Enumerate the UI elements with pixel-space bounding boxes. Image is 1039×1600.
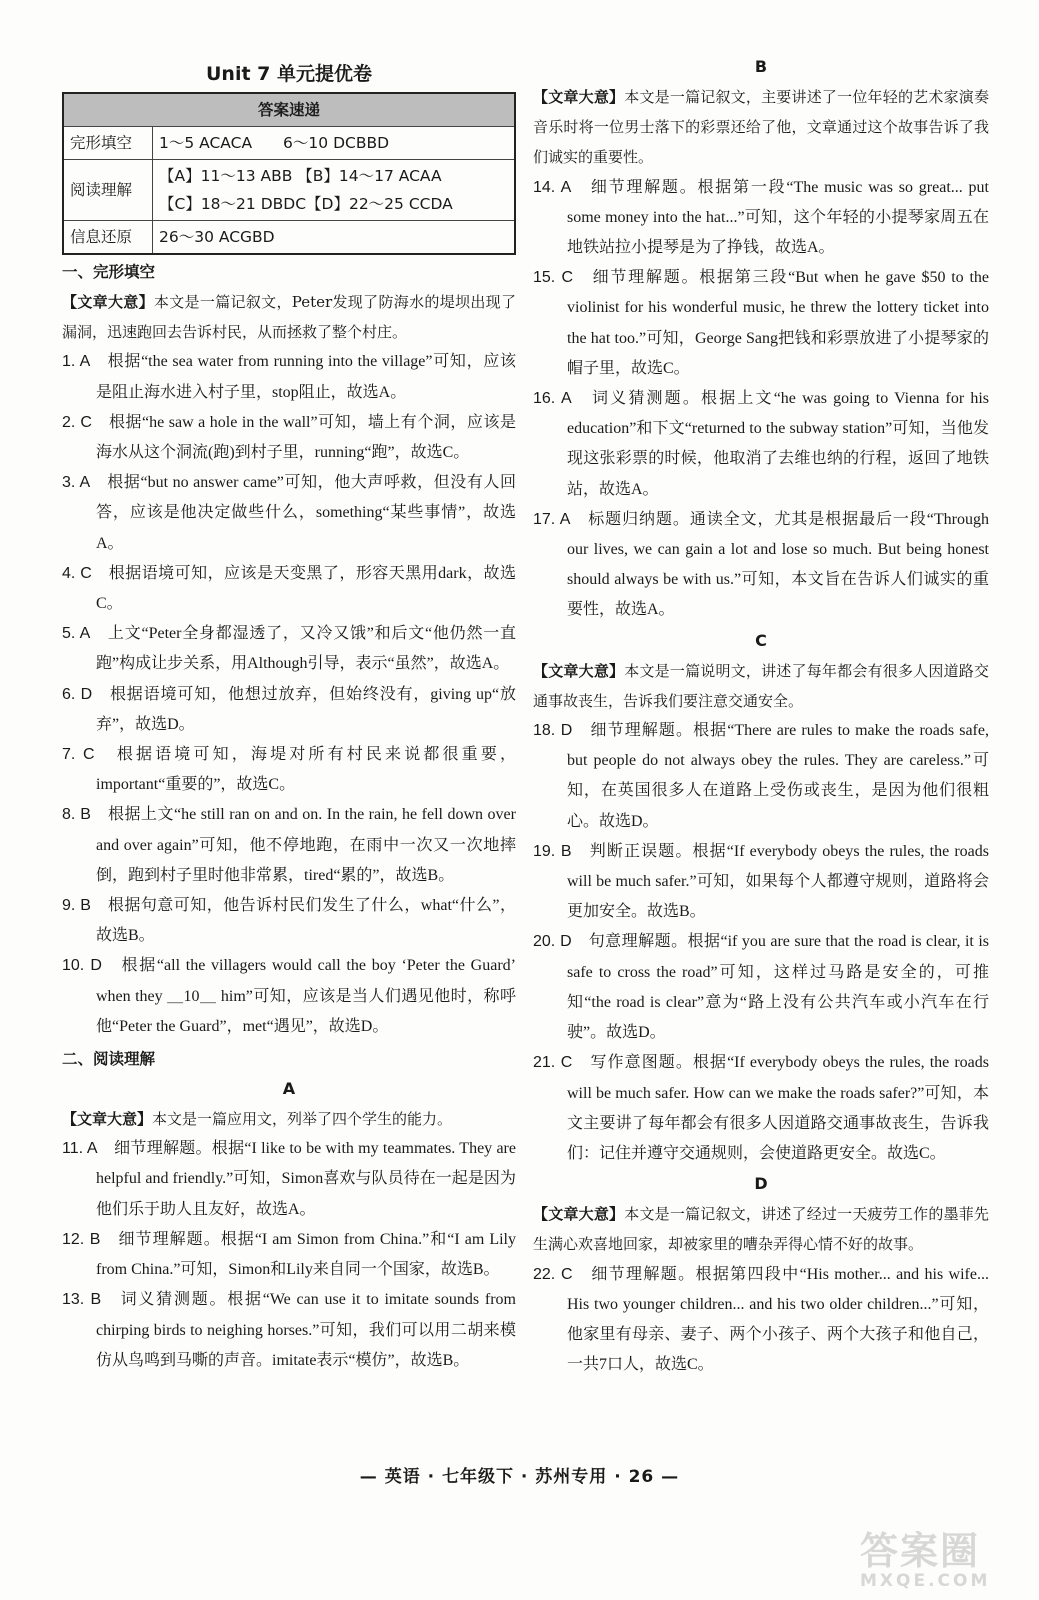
answer-row-value	[153, 160, 516, 221]
watermark-sub: MXQE.COM	[860, 1571, 991, 1591]
list-item	[533, 505, 989, 626]
item-number: 12. B	[62, 1230, 101, 1248]
item-number: 7. C	[62, 746, 95, 764]
item-text: 根据语境可知，应该是天变黑了，形容天黑用dark，故选C。	[91, 564, 517, 613]
summary-tag: 【文章大意】	[62, 293, 154, 311]
list-item	[62, 951, 516, 1042]
item-number: 4. C	[62, 564, 92, 582]
answer-line: 【A】11～13 ABB 【B】14～17 ACAA	[159, 167, 442, 185]
summary-text: 本文是一篇应用文，列举了四个学生的能力。	[152, 1110, 453, 1129]
item-text: 根据上文“he still ran on and on. In the rain, he fell down over and over again”可知，他不停地跑，在雨中一次又一次地摔倒，跑到村子里时他非常累，tired“累的”，故选B。	[90, 806, 516, 884]
list-item	[62, 468, 516, 559]
watermark-main: 答案圈	[860, 1529, 981, 1573]
list-item	[533, 837, 989, 928]
answer-row-label: 信息还原	[63, 221, 153, 255]
item-text: 标题归纳题。通读全文，尤其是根据最后一段“Through our lives, we can gain a lot and lose so much. But being honest should always be with us.”可知，本文旨在告诉人们诚实的重要性，故选A。	[567, 510, 989, 619]
part-label: A	[282, 1079, 296, 1099]
item-number: 11. A	[62, 1140, 98, 1158]
answer-row-value	[153, 127, 516, 160]
summary-text: 本文是一篇记叙文，Peter发现了防海水的堤坝出现了漏洞，迅速跑回去告诉村民，从而拯救了整个村庄。	[62, 293, 516, 342]
list-item	[62, 1285, 516, 1376]
item-number: 9. B	[62, 897, 91, 915]
item-text: 根据“but no answer came”可知，他大声呼救，但没有人回答，应该是他决定做些什么，something“某些事情”，故选A。	[90, 474, 516, 552]
list-item	[533, 927, 989, 1048]
item-text: 词义猜测题。根据“We can use it to imitate sounds from chirping birds to neighing horses.”可知，我们可以用二胡来模仿从鸟鸣到马嘶的声音。imitate表示“模仿”，故选B。	[96, 1291, 516, 1369]
article-summary	[533, 82, 989, 173]
item-number: 18. D	[533, 722, 573, 740]
part-label: D	[754, 1174, 768, 1194]
answer-line: 26～30 ACGBD	[159, 228, 275, 246]
item-text: 细节理解题。根据“I like to be with my teammates. They are helpful and friendly.”可知，Simon喜欢与队员待在一起是因为他们乐于助人且友好，故选A。	[96, 1140, 516, 1218]
right-column	[533, 52, 989, 1380]
item-text: 细节理解题。根据“There are rules to make the roads safe, but people do not always obey the rules. They are careless.”可知，在英国很多人在道路上受伤或丧生，是因为他们很粗心。故选D。	[567, 722, 989, 830]
list-item	[62, 619, 516, 679]
item-text: 判断正误题。根据“If everybody obeys the rules, the roads will be much safer.”可知，如果每个人都遵守规则，道路将会更加安全。故选B。	[567, 842, 989, 921]
list-item	[533, 1260, 989, 1381]
answer-row-label: 完形填空	[63, 127, 153, 160]
list-item	[533, 716, 989, 837]
answer-row-value	[153, 221, 516, 255]
list-item	[62, 559, 516, 619]
section-heading: 一、完形填空	[62, 263, 156, 281]
part-label: B	[754, 57, 768, 76]
article-summary	[62, 1104, 516, 1134]
item-text: 根据语境可知，海堤对所有村民来说都很重要，important“重要的”，故选C。	[94, 746, 516, 794]
item-text: 根据“all the villagers would call the boy ‘Peter the Guard’ when they ＿10＿ him”可知，应该是当人们遇见他时，称呼他“Peter the Guard”，met“遇见”，故选D。	[96, 957, 516, 1035]
list-item	[62, 1134, 516, 1225]
summary-tag: 【文章大意】	[533, 88, 625, 106]
item-number: 13. B	[62, 1291, 102, 1309]
summary-text: 本文是一篇记叙文，讲述了经过一天疲劳工作的墨菲先生满心欢喜地回家，却被家里的嘈杂弄得心情不好的故事。	[533, 1205, 989, 1254]
item-number: 8. B	[62, 806, 91, 824]
item-number: 19. B	[533, 842, 572, 860]
item-number: 17. A	[533, 510, 571, 528]
summary-tag: 【文章大意】	[62, 1110, 153, 1129]
item-text: 根据句意可知，他告诉村民们发生了什么，what“什么”，故选B。	[90, 897, 516, 945]
article-summary	[62, 287, 516, 347]
item-text: 根据“he saw a hole in the wall”可知，墙上有个洞，应该是海水从这个洞流(跑)到村子里，running“跑”，故选C。	[91, 413, 516, 462]
list-item	[533, 1048, 989, 1169]
table-row	[63, 221, 515, 255]
page-footer: — 英语 · 七年级下 · 苏州专用 · 26 —	[359, 1467, 680, 1487]
list-item	[62, 891, 516, 951]
item-text: 根据语境可知，他想过放弃，但始终没有，giving up“放弃”，故选D。	[92, 685, 517, 733]
list-item	[62, 680, 516, 740]
list-item	[533, 173, 989, 264]
item-text: 词义猜测题。根据上文“he was going to Vienna for his education”和下文“returned to the subway station”可知，当他发现这张彩票的时候，他取消了去维也纳的行程，返回了地铁站，故选A。	[567, 390, 989, 498]
page-title: Unit 7 单元提优卷	[206, 63, 372, 85]
item-text: 细节理解题。根据第三段“But when he gave $50 to the violinist for his wonderful music, he threw the lottery ticket into the hat too.”可知，George Sang把钱和彩票放进了小提琴家的帽子里，故选C。	[567, 269, 989, 377]
section-heading: 二、阅读理解	[62, 1050, 156, 1069]
list-item	[62, 347, 516, 407]
answer-line: 1～5 ACACA 6～10 DCBBD	[159, 134, 390, 152]
item-number: 3. A	[62, 474, 91, 492]
part-label: C	[755, 630, 767, 650]
table-row	[63, 160, 515, 221]
answer-table	[62, 92, 516, 255]
list-item	[62, 408, 516, 468]
summary-text: 本文是一篇说明文，讲述了每年都会有很多人因道路交通事故丧生，告诉我们要注意交通安全。	[533, 661, 989, 710]
item-number: 15. C	[533, 269, 574, 287]
list-item	[533, 384, 989, 505]
item-number: 22. C	[533, 1265, 573, 1283]
summary-tag: 【文章大意】	[533, 661, 625, 680]
table-row	[63, 127, 515, 160]
item-text: 上文“Peter全身都湿透了，又冷又饿”和后文“他仍然一直跑”构成让步关系，用Although引导，表示“虽然”，故选A。	[90, 625, 516, 673]
summary-tag: 【文章大意】	[533, 1205, 625, 1224]
summary-text: 本文是一篇记叙文，主要讲述了一位年轻的艺术家演奏音乐时将一位男士落下的彩票还给了他，文章通过这个故事告诉了我们诚实的重要性。	[533, 88, 989, 167]
item-text: 句意理解题。根据“if you are sure that the road is clear, it is safe to cross the road”可知，这样过马路是安全的，可推知“the road is clear”意为“路上没有公共汽车或小汽车在行驶”。故选D。	[567, 933, 989, 1042]
list-item	[533, 263, 989, 384]
item-number: 20. D	[533, 933, 572, 951]
item-number: 5. A	[62, 625, 91, 643]
watermark-logo	[860, 1520, 1030, 1590]
item-number: 14. A	[533, 178, 572, 196]
item-text: 细节理解题。根据第四段中“His mother... and his wife... His two younger children... and his two older children...”可知，他家里有母亲、妻子、两个小孩子、两个大孩子和他自己，一共7口人，故选C。	[567, 1265, 989, 1374]
item-number: 1. A	[62, 353, 91, 371]
item-number: 2. C	[62, 413, 92, 431]
item-text: 写作意图题。根据“If everybody obeys the rules, the roads will be much safer. How can we make the roads safer?”可知，本文主要讲了每年都会有很多人因道路交通事故丧生，告诉我们：记住并遵守交通规则，会使道路更安全。故选C。	[567, 1054, 989, 1162]
item-number: 21. C	[533, 1054, 573, 1072]
list-item	[62, 800, 516, 891]
answer-row-label: 阅读理解	[63, 160, 153, 221]
answer-table-title: 答案速递	[63, 93, 515, 127]
item-text: 根据“the sea water from running into the village”可知，应该是阻止海水进入村子里，stop阻止，故选A。	[90, 353, 516, 401]
item-number: 6. D	[62, 685, 93, 703]
article-summary	[533, 1199, 989, 1259]
item-number: 16. A	[533, 390, 572, 408]
item-text: 细节理解题。根据第一段“The music was so great... put some money into the hat...”可知，这个年轻的小提琴家周五在地铁站拉小提琴是为了挣钱，故选A。	[567, 178, 989, 257]
list-item	[62, 740, 516, 800]
item-text: 细节理解题。根据“I am Simon from China.”和“I am Lily from China.”可知，Simon和Lily来自同一个国家，故选B。	[96, 1230, 516, 1279]
article-summary	[533, 656, 989, 716]
answer-line: 【C】18～21 DBDC【D】22～25 CCDA	[159, 195, 453, 213]
item-number: 10. D	[62, 957, 102, 975]
left-column	[62, 52, 516, 1376]
list-item	[62, 1225, 516, 1285]
